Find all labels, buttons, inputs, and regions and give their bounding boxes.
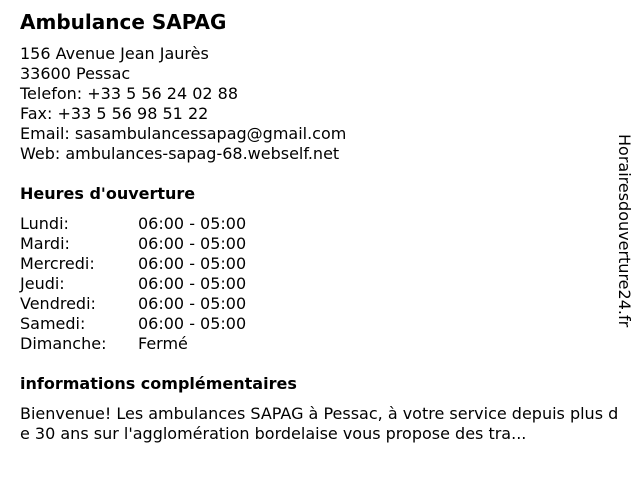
business-name: Ambulance SAPAG <box>20 10 227 34</box>
hours-table <box>20 214 246 354</box>
info-heading: informations complémentaires <box>20 374 297 393</box>
day-label: Dimanche: <box>20 334 107 353</box>
day-label: Vendredi: <box>20 294 96 313</box>
hours-row-monday <box>20 214 246 234</box>
city-line: 33600 Pessac <box>20 64 131 83</box>
fax-line: Fax: +33 5 56 98 51 22 <box>20 104 209 123</box>
time-range: 06:00 - 05:00 <box>138 274 247 293</box>
contact-block <box>20 44 346 164</box>
hours-row-friday <box>20 294 246 314</box>
time-range: 06:00 - 05:00 <box>138 234 247 253</box>
site-brand-vertical[interactable] <box>613 134 635 370</box>
hours-row-wednesday <box>20 254 246 274</box>
time-range: 06:00 - 05:00 <box>138 214 247 233</box>
time-range: Fermé <box>138 334 188 353</box>
hours-heading: Heures d'ouverture <box>20 184 196 203</box>
day-label: Mercredi: <box>20 254 95 273</box>
time-range: 06:00 - 05:00 <box>138 254 247 273</box>
hours-row-tuesday <box>20 234 246 254</box>
email-line: Email: sasambulancessapag@gmail.com <box>20 124 347 143</box>
day-label: Samedi: <box>20 314 86 333</box>
day-label: Mardi: <box>20 234 70 253</box>
business-description: Bienvenue! Les ambulances SAPAG à Pessac, à votre service depuis plus de 30 ans sur l'agglomération bordelaise vous propose des tra... <box>20 404 619 443</box>
day-label: Jeudi: <box>20 274 65 293</box>
day-label: Lundi: <box>20 214 69 233</box>
web-line: Web: ambulances-sapag-68.webself.net <box>20 144 340 163</box>
hours-row-sunday <box>20 334 246 354</box>
site-brand-text[interactable]: Horairesdouverture24.fr <box>615 134 634 328</box>
time-range: 06:00 - 05:00 <box>138 294 247 313</box>
time-range: 06:00 - 05:00 <box>138 314 247 333</box>
hours-row-thursday <box>20 274 246 294</box>
phone-line: Telefon: +33 5 56 24 02 88 <box>20 84 239 103</box>
hours-row-saturday <box>20 314 246 334</box>
address-line: 156 Avenue Jean Jaurès <box>20 44 209 63</box>
